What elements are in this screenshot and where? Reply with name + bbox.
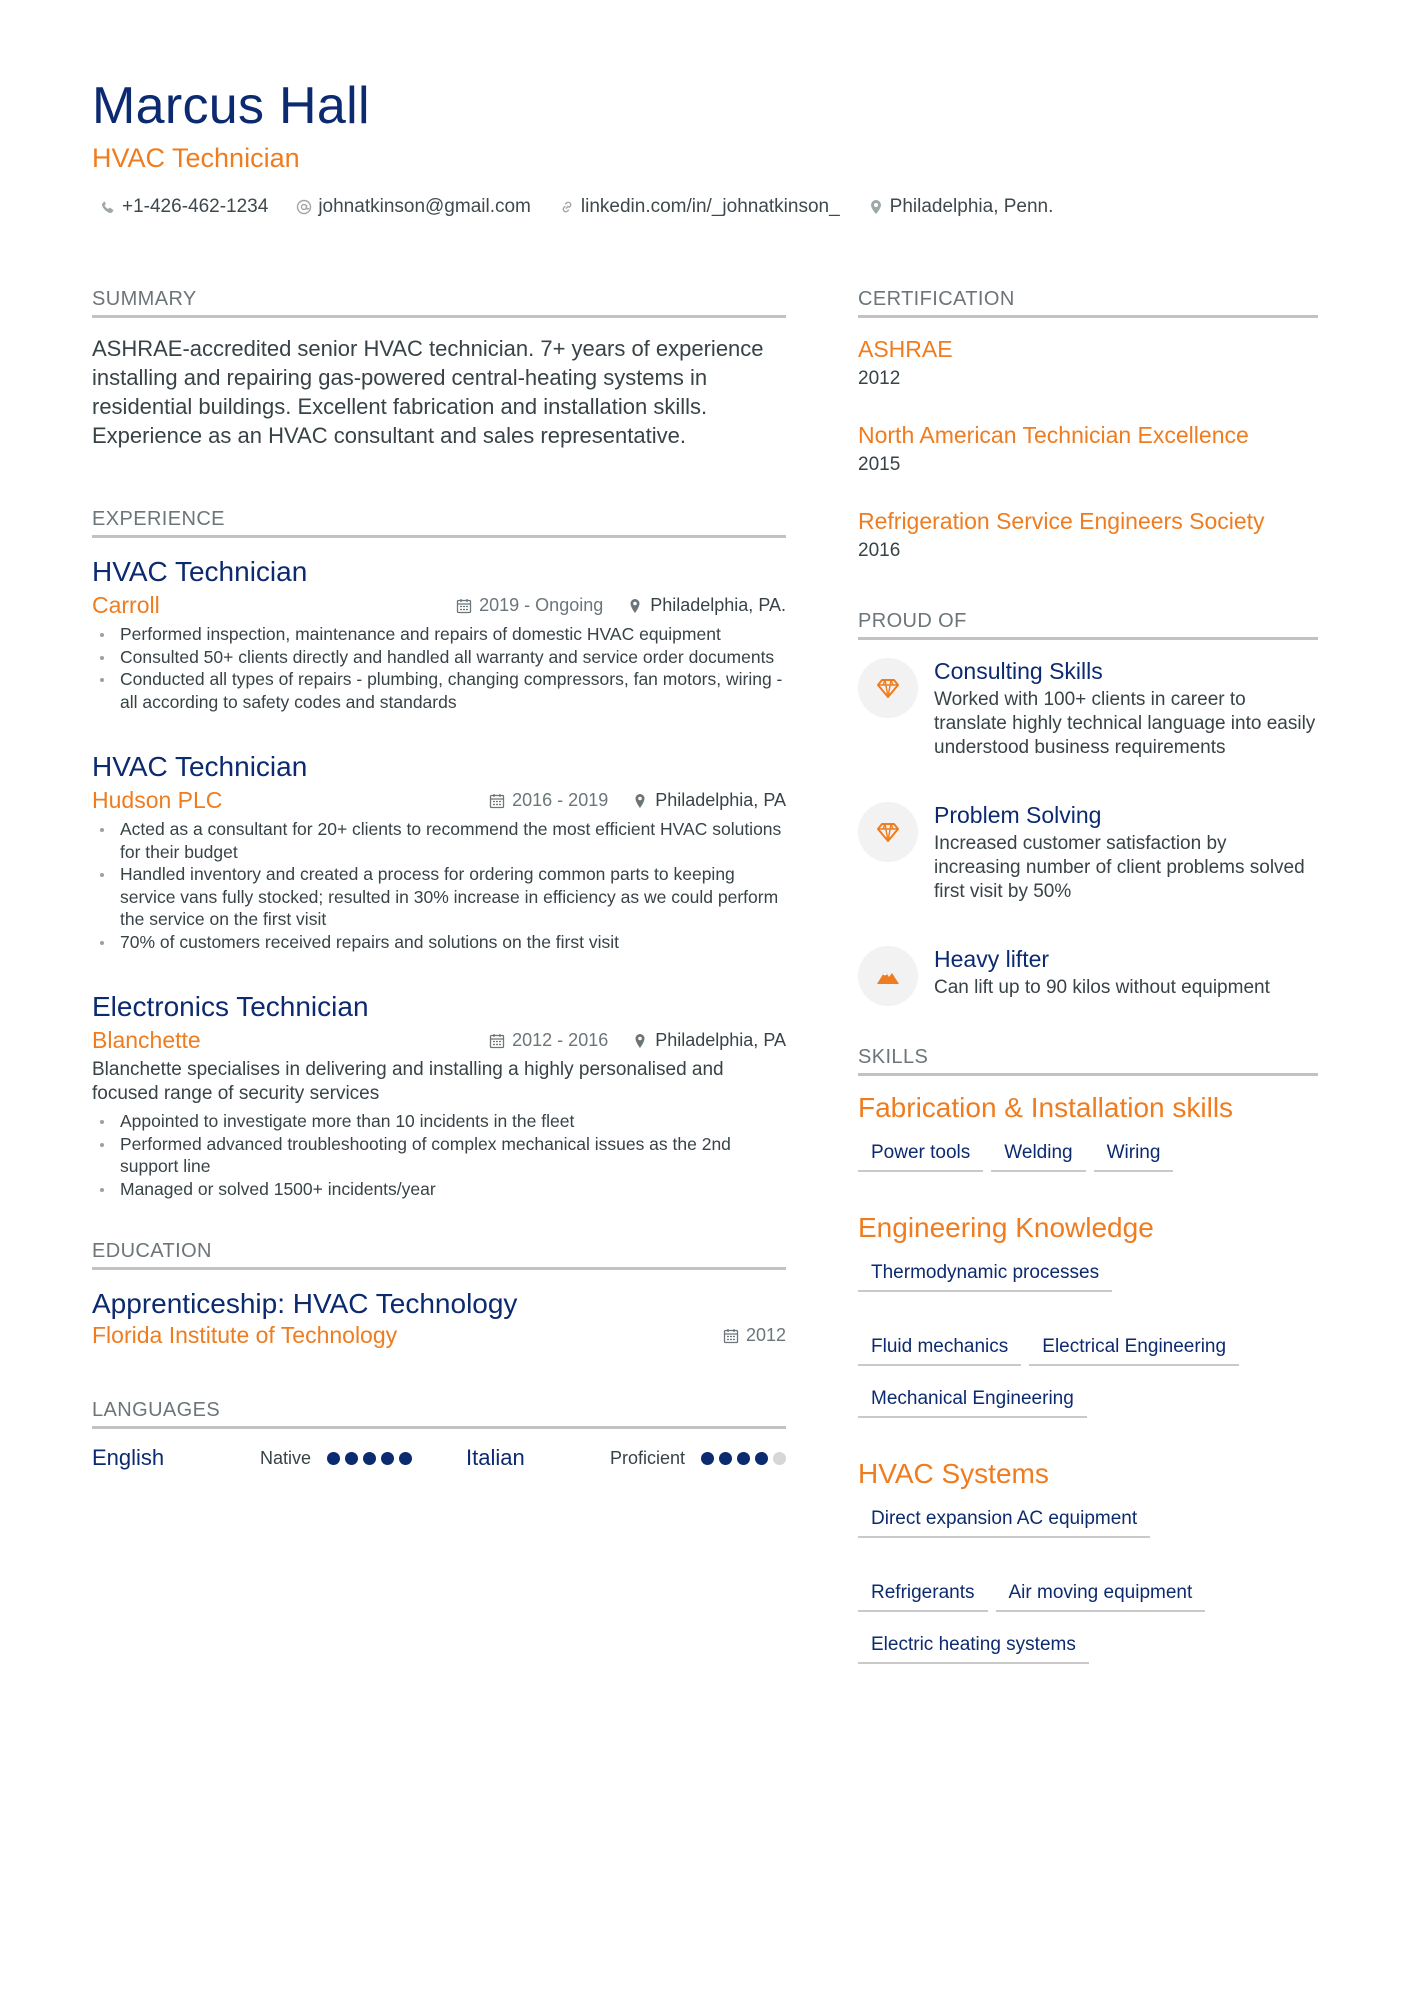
rating-dot-filled: [701, 1452, 714, 1465]
proud-description: Worked with 100+ clients in career to translate highly technical language into easily understood business requirements: [934, 689, 1316, 759]
left-column: [92, 288, 786, 1722]
contact-location: [868, 196, 1054, 218]
job-location: [632, 1030, 786, 1051]
proud-title: Consulting Skills: [934, 658, 1103, 685]
rating-dot-filled: [381, 1452, 394, 1465]
job-bullet: Handled inventory and created a process for ordering common parts to keeping service vans fully stocked; resulted in 30% increase in efficiency as we could perform the service on the first visit: [92, 863, 786, 931]
job-bullets: [92, 818, 786, 953]
section-title: SUMMARY: [92, 288, 786, 318]
mountain-icon: [858, 946, 918, 1006]
email-text: johnatkinson@gmail.com: [318, 196, 531, 218]
job-bullet: Performed advanced troubleshooting of complex mechanical issues as the 2nd support line: [92, 1133, 786, 1178]
job-bullet: Conducted all types of repairs - plumbing, changing compressors, fan motors, wiring - all according to safety codes and standards: [92, 668, 786, 713]
candidate-name: Marcus Hall: [92, 77, 370, 135]
job-bullet: Appointed to investigate more than 10 incidents in the fleet: [92, 1110, 786, 1133]
phone-text: +1-426-462-1234: [122, 196, 269, 218]
skill-tag: Direct expansion AC equipment: [858, 1508, 1150, 1538]
calendar-icon: [489, 793, 505, 809]
location-text: Philadelphia, Penn.: [889, 196, 1054, 218]
skill-tag: Mechanical Engineering: [858, 1388, 1087, 1418]
language-rating: [701, 1452, 786, 1465]
rating-dot-filled: [755, 1452, 768, 1465]
at-icon: [296, 199, 312, 215]
language-level: Proficient: [609, 1447, 685, 1468]
languages-section: [92, 1399, 786, 1471]
section-title: PROUD OF: [858, 610, 1318, 640]
skill-tag: Electric heating systems: [858, 1634, 1089, 1664]
candidate-headline: HVAC Technician: [92, 143, 300, 174]
contact-phone[interactable]: [100, 196, 268, 218]
proud-description: Can lift up to 90 kilos without equipment: [934, 977, 1270, 999]
job-bullet: Consulted 50+ clients directly and handled all warranty and service order documents: [92, 646, 786, 669]
job-dates: [489, 1030, 608, 1051]
certification-section: [858, 288, 1318, 562]
company-name: Blanchette: [92, 1027, 201, 1054]
linkedin-text: linkedin.com/in/_johnatkinson_: [580, 196, 840, 218]
education-school: Florida Institute of Technology: [92, 1322, 398, 1349]
skill-tag: Welding: [991, 1142, 1085, 1172]
certification-item: [858, 334, 1318, 390]
job-bullet: Managed or solved 1500+ incidents/year: [92, 1178, 786, 1201]
certification-item: [858, 420, 1318, 476]
job-title: HVAC Technician: [92, 751, 308, 783]
diamond-icon: [858, 802, 918, 862]
experience-section: [92, 508, 786, 1200]
proud-title: Heavy lifter: [934, 946, 1050, 973]
education-section: [92, 1240, 786, 1349]
education-degree: Apprenticeship: HVAC Technology: [92, 1288, 518, 1320]
proud-item: [858, 944, 1318, 1006]
language-item: [92, 1445, 412, 1471]
rating-dot-filled: [327, 1452, 340, 1465]
company-name: Carroll: [92, 592, 160, 619]
job-location-text: Philadelphia, PA: [655, 790, 786, 811]
skill-tag: Thermodynamic processes: [858, 1262, 1112, 1292]
language-name: Italian: [466, 1445, 525, 1471]
proud-item: [858, 800, 1318, 904]
location-pin-icon: [632, 1033, 648, 1049]
job-bullet: 70% of customers received repairs and solutions on the first visit: [92, 931, 786, 954]
skill-group: [858, 1212, 1318, 1418]
skill-group: [858, 1458, 1318, 1664]
certification-year: 2012: [858, 368, 901, 390]
skill-group-title: Fabrication & Installation skills: [858, 1092, 1234, 1124]
calendar-icon: [723, 1328, 739, 1344]
diamond-icon: [858, 658, 918, 718]
language-rating: [327, 1452, 412, 1465]
company-name: Hudson PLC: [92, 787, 223, 814]
certification-year: 2015: [858, 454, 901, 476]
rating-dot-filled: [399, 1452, 412, 1465]
job-location: [632, 790, 786, 811]
rating-dot-filled: [345, 1452, 358, 1465]
skill-tag: Refrigerants: [858, 1582, 988, 1612]
job-bullet: Performed inspection, maintenance and repairs of domestic HVAC equipment: [92, 623, 786, 646]
proud-description: Increased customer satisfaction by increasing number of client problems solved first visit by 50%: [934, 833, 1305, 903]
location-pin-icon: [627, 598, 643, 614]
calendar-icon: [489, 1033, 505, 1049]
location-pin-icon: [632, 793, 648, 809]
contact-bar: [92, 196, 1318, 218]
certification-item: [858, 506, 1318, 562]
job-location-text: Philadelphia, PA: [655, 1030, 786, 1051]
rating-dot-filled: [719, 1452, 732, 1465]
section-title: LANGUAGES: [92, 1399, 786, 1429]
certification-name: North American Technician Excellence: [858, 422, 1249, 449]
skill-tag: Fluid mechanics: [858, 1336, 1021, 1366]
education-year-text: 2012: [745, 1325, 786, 1346]
job-dates-text: 2019 - Ongoing: [479, 595, 604, 616]
skill-tag: Power tools: [858, 1142, 983, 1172]
job-dates-text: 2012 - 2016: [512, 1030, 609, 1051]
job-location: [627, 595, 786, 616]
education-year: [723, 1325, 786, 1346]
certification-name: ASHRAE: [858, 336, 953, 363]
certification-year: 2016: [858, 540, 901, 562]
proud-item: [858, 656, 1318, 760]
skill-tag: Electrical Engineering: [1029, 1336, 1239, 1366]
job-bullets: [92, 1110, 786, 1200]
job-title: Electronics Technician: [92, 991, 369, 1023]
contact-email[interactable]: [296, 196, 531, 218]
section-title: EDUCATION: [92, 1240, 786, 1270]
job-entry: [92, 989, 786, 1200]
job-entry: [92, 554, 786, 713]
section-title: CERTIFICATION: [858, 288, 1318, 318]
summary-text: ASHRAE-accredited senior HVAC technician. 7+ years of experience installing and repairing gas-powered central-heating systems in residential buildings. Excellent fabrication and installation skills. Experience as an HVAC consultant and sales representative.: [92, 336, 764, 449]
section-title: SKILLS: [858, 1046, 1318, 1076]
skill-group-title: Engineering Knowledge: [858, 1212, 1154, 1244]
skill-group-title: HVAC Systems: [858, 1458, 1049, 1490]
proud-title: Problem Solving: [934, 802, 1102, 829]
language-level: Native: [259, 1447, 311, 1468]
section-title: EXPERIENCE: [92, 508, 786, 538]
contact-linkedin[interactable]: [559, 196, 840, 218]
skill-tag: Wiring: [1094, 1142, 1174, 1172]
rating-dot-filled: [737, 1452, 750, 1465]
skills-section: [858, 1046, 1318, 1664]
phone-icon: [100, 199, 116, 215]
link-icon: [559, 199, 575, 215]
certification-name: Refrigeration Service Engineers Society: [858, 508, 1265, 535]
skill-group: [858, 1092, 1318, 1172]
proud-of-section: [858, 610, 1318, 1006]
location-pin-icon: [868, 199, 884, 215]
job-bullet: Acted as a consultant for 20+ clients to recommend the most efficient HVAC solutions for their budget: [92, 818, 786, 863]
job-title: HVAC Technician: [92, 556, 308, 588]
job-location-text: Philadelphia, PA.: [650, 595, 786, 616]
rating-dot-empty: [773, 1452, 786, 1465]
job-bullets: [92, 623, 786, 713]
calendar-icon: [456, 598, 472, 614]
job-dates: [456, 595, 603, 616]
job-entry: [92, 749, 786, 953]
job-dates: [489, 790, 608, 811]
job-description: Blanchette specialises in delivering and installing a highly personalised and focused range of security services: [92, 1059, 724, 1105]
right-column: [858, 288, 1318, 1722]
language-item: [466, 1445, 786, 1471]
rating-dot-filled: [363, 1452, 376, 1465]
skill-tag: Air moving equipment: [996, 1582, 1206, 1612]
language-name: English: [92, 1445, 165, 1471]
summary-section: [92, 288, 786, 450]
job-dates-text: 2016 - 2019: [512, 790, 609, 811]
